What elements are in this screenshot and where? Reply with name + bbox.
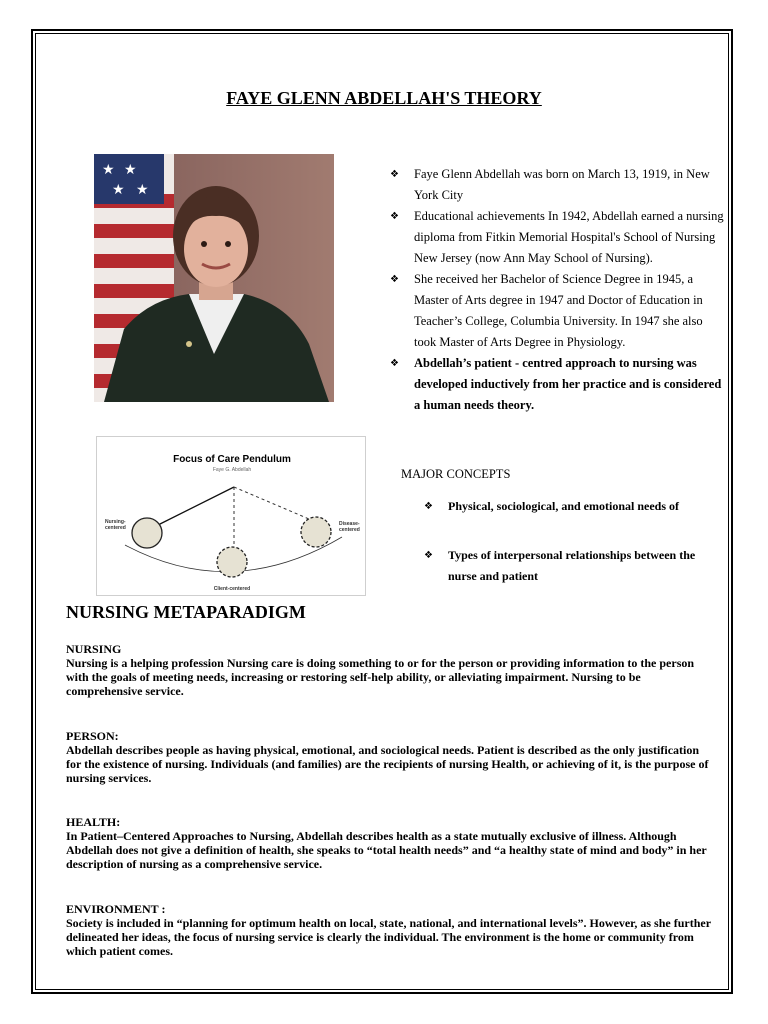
major-concept-item — [424, 545, 724, 587]
diamond-bullet-icon: ❖ — [390, 211, 399, 222]
svg-text:★: ★ — [136, 182, 149, 198]
diamond-bullet-icon: ❖ — [390, 358, 399, 369]
bullet-approach — [390, 353, 725, 416]
bob-nursing-centered — [132, 518, 162, 548]
bullet-text: Educational achievements In 1942, Abdellah earned a nursing diploma from Fitkin Memorial Hospital's School of Nursing New Jersey (now Ann May School of Nursing). — [414, 209, 724, 265]
label-disease-centered-1: Disease- — [339, 521, 360, 527]
svg-text:★: ★ — [102, 162, 115, 178]
bullet-birth — [390, 164, 725, 206]
section-heading: PERSON: — [66, 729, 119, 743]
label-nursing-centered-1: Nursing- — [105, 519, 126, 525]
bullet-education — [390, 206, 725, 269]
section-heading: ENVIRONMENT : — [66, 902, 166, 916]
diagram-subtitle: Faye G. Abdellah — [212, 467, 252, 473]
major-concepts-heading: MAJOR CONCEPTS — [401, 467, 511, 481]
diamond-bullet-icon: ❖ — [390, 274, 399, 285]
section-nursing — [66, 642, 716, 698]
label-nursing-centered-2: centered — [105, 525, 126, 531]
svg-text:★: ★ — [112, 182, 125, 198]
bullet-text: Faye Glenn Abdellah was born on March 13, 1919, in New York City — [414, 167, 710, 202]
concept-text: Types of interpersonal relationships between the nurse and patient — [448, 548, 696, 583]
metaparadigm-heading: NURSING METAPARADIGM — [66, 602, 306, 622]
bob-client-centered — [217, 547, 247, 577]
diamond-bullet-icon: ❖ — [424, 501, 433, 512]
section-body: Abdellah describes people as having physical, emotional, and sociological needs. Patient is described as the only justification for the existence of nursing. Individuals (and families) are the recipients of nursing Health, or achieving of it, is the purpose of nursing services. — [66, 743, 709, 785]
diagram-title: Focus of Care Pendulum — [173, 454, 291, 465]
section-heading: HEALTH: — [66, 815, 121, 829]
section-health — [66, 815, 716, 871]
diamond-bullet-icon: ❖ — [424, 550, 433, 561]
bullet-degrees — [390, 269, 725, 353]
label-client-centered: Client-centered — [213, 586, 251, 592]
portrait-photo — [94, 154, 334, 402]
section-body: Nursing is a helping profession Nursing care is doing something to or for the person or providing information to the person with the goals of meeting needs, increasing or restoring self-help ability, or alleviating impairment. Nursing to be comprehensive service. — [66, 656, 695, 698]
svg-text:★: ★ — [124, 162, 137, 178]
pendulum-rod-right — [234, 487, 309, 519]
page-title: FAYE GLENN ABDELLAH'S THEORY — [226, 88, 542, 108]
major-concept-item — [424, 496, 724, 517]
biography-bullet-list — [390, 164, 725, 416]
bob-disease-centered — [301, 517, 331, 547]
section-heading: NURSING — [66, 642, 122, 656]
bullet-text: Abdellah’s patient - centred approach to nursing was developed inductively from her practice and is considered a human needs theory. — [414, 356, 722, 412]
section-environment — [66, 902, 716, 958]
focus-of-care-pendulum-diagram — [96, 436, 366, 596]
label-disease-centered-2: centered — [339, 527, 360, 533]
diamond-bullet-icon: ❖ — [390, 169, 399, 180]
section-body: Society is included in “planning for optimum health on local, state, national, and international levels”. However, as she further delineated her ideas, the focus of nursing service is clearly the individual. The environment is the home or community from which patient comes. — [66, 916, 711, 958]
bullet-text: She received her Bachelor of Science Degree in 1945, a Master of Arts degree in 1947 and Doctor of Education in Teacher’s College, Columbia University. In 1947 she also took Master of Arts Degree in Physiology. — [414, 272, 703, 349]
section-body: In Patient–Centered Approaches to Nursing, Abdellah describes health as a state mutually exclusive of illness. Although Abdellah does not give a definition of health, she speaks to “total health needs” and “a healthy state of mind and body” in her description of nursing as a comprehensive service. — [66, 829, 707, 871]
concept-text: Physical, sociological, and emotional needs of — [448, 499, 679, 513]
section-person — [66, 729, 716, 785]
pendulum-rod-solid — [158, 487, 234, 525]
